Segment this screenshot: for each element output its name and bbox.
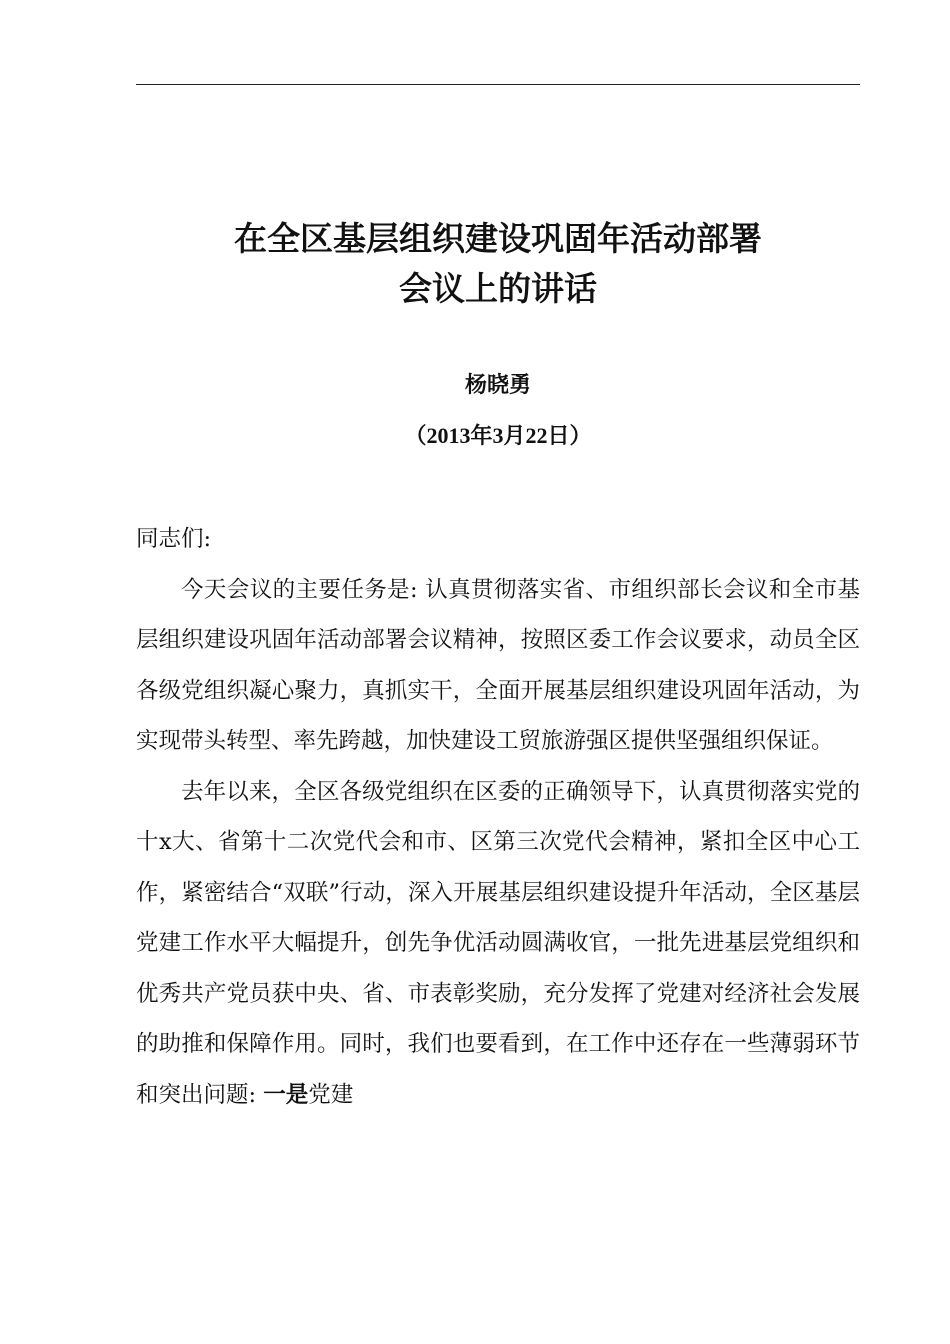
greeting: 同志们:: [136, 526, 212, 552]
document-title: [100, 214, 896, 314]
title-line-2: 会议上的讲话: [399, 269, 597, 308]
paragraph-2-text: 去年以来，全区各级党组织在区委的正确领导下，认真贯彻落实党的十x大、省第十二次党代会和市、区第三次党代会精神，紧扣全区中心工作，紧密结合“双联”行动，深入开展基层组织建设提升年活动，全区基层党建工作水平大幅提升，创先争优活动圆满收官，一批先进基层党组织和优秀共产党员获中央、省、市表彰奖励，充分发挥了党建对经济社会发展的助推和保障作用。同时，我们也要看到，在工作中还存在一些薄弱环节和突出问题:: [136, 778, 860, 1108]
paragraph-2-tail: 党建: [308, 1081, 354, 1108]
title-line-1: 在全区基层组织建设巩固年活动部署: [234, 219, 762, 258]
paragraph-2: [136, 767, 860, 1121]
header-rule: [136, 84, 860, 85]
paragraph-2-emphasis: 一是: [263, 1081, 309, 1108]
author-name: 杨晓勇: [464, 372, 531, 398]
document-body: [136, 514, 860, 1120]
paragraph-1: 今天会议的主要任务是: 认真贯彻落实省、市组织部长会议和全市基层组织建设巩固年活动部署会议精神，按照区委工作会议要求，动员全区各级党组织凝心聚力，真抓实干，全面开展基层组织建设巩固年活动，为实现带头转型、率先跨越，加快建设工贸旅游强区提供坚强组织保证。: [136, 576, 860, 754]
speech-date: （2013年3月22日）: [404, 423, 592, 448]
